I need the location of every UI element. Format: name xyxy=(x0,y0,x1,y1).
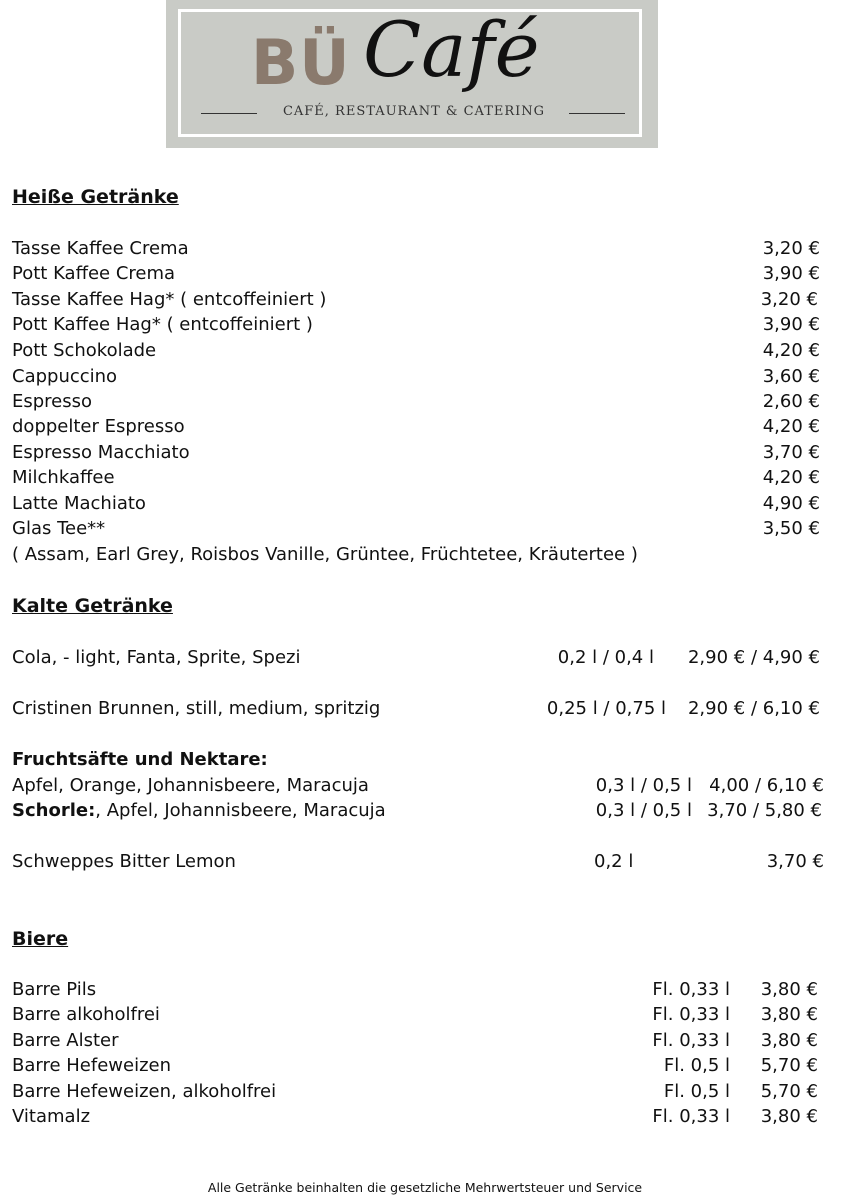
menu-item-name: Barre Pils xyxy=(12,979,97,1000)
menu-item-price: 4,00 / 6,10 € xyxy=(709,775,824,796)
menu-item-price: 4,20 € xyxy=(762,340,820,361)
logo-script: Café xyxy=(363,5,540,94)
schorle-label: Schorle: xyxy=(12,800,96,821)
menu-item-price: 3,80 € xyxy=(760,1030,818,1051)
logo xyxy=(166,0,658,148)
menu-item-price: 3,20 € xyxy=(760,289,818,310)
menu-item-price: 3,90 € xyxy=(762,263,820,284)
menu-item-name: Cola, - light, Fanta, Sprite, Spezi xyxy=(12,647,301,668)
menu-item-price: 3,20 € xyxy=(762,238,820,259)
menu-item-price: 2,90 € / 4,90 € xyxy=(687,647,820,668)
menu-item-name: Tasse Kaffee Crema xyxy=(12,238,189,259)
menu-item-name: Barre Hefeweizen xyxy=(12,1055,172,1076)
menu-item-name: Espresso Macchiato xyxy=(12,442,190,463)
menu-item-price: 3,90 € xyxy=(762,314,820,335)
menu-item-size: Fl. 0,5 l xyxy=(663,1081,730,1102)
menu-item-price: 3,60 € xyxy=(762,366,820,387)
menu-item-price: 4,90 € xyxy=(762,493,820,514)
menu-item-price: 4,20 € xyxy=(762,467,820,488)
menu-item-name: Cristinen Brunnen, still, medium, spritzig xyxy=(12,698,381,719)
menu-item-size: Fl. 0,33 l xyxy=(652,1030,730,1051)
menu-item-price: 3,50 € xyxy=(762,518,820,539)
menu-item-size: 0,2 l xyxy=(594,851,634,872)
menu-item-size: 0,3 l / 0,5 l xyxy=(595,775,692,796)
menu-item-size: 0,25 l / 0,75 l xyxy=(546,698,666,719)
menu-item-price: 5,70 € xyxy=(760,1055,818,1076)
menu-item-price: 4,20 € xyxy=(762,416,820,437)
menu-item-price: 3,80 € xyxy=(760,979,818,1000)
menu-item-name: Cappuccino xyxy=(12,366,118,387)
menu-item-name: Pott Kaffee Crema xyxy=(12,263,176,284)
menu-item-name: Barre Alster xyxy=(12,1030,119,1051)
menu-item-schorle xyxy=(12,800,386,822)
menu-item-price: 3,80 € xyxy=(760,1106,818,1127)
logo-frame xyxy=(178,5,642,137)
menu-item-name: Glas Tee** xyxy=(12,518,106,539)
menu-item-price: 3,70 / 5,80 € xyxy=(707,800,822,821)
section-heading-hot: Heiße Getränke xyxy=(12,186,179,208)
menu-item-price: 3,80 € xyxy=(760,1004,818,1025)
menu-item-price: 3,70 € xyxy=(766,851,824,872)
menu-item-size: Fl. 0,33 l xyxy=(652,1106,730,1127)
section-heading-beer: Biere xyxy=(12,928,69,950)
menu-item-name: Vitamalz xyxy=(12,1106,91,1127)
menu-item-size: Fl. 0,33 l xyxy=(652,1004,730,1025)
menu-item-name: Tasse Kaffee Hag* ( entcoffeiniert ) xyxy=(12,289,327,310)
menu-item-price: 2,60 € xyxy=(762,391,820,412)
menu-item-price: 5,70 € xyxy=(760,1081,818,1102)
menu-item-name: Barre Hefeweizen, alkoholfrei xyxy=(12,1081,277,1102)
menu-item-size: 0,3 l / 0,5 l xyxy=(595,800,692,821)
menu-item-name: Espresso xyxy=(12,391,93,412)
menu-item-name: doppelter Espresso xyxy=(12,416,185,437)
logo-brand: BÜ xyxy=(251,26,351,99)
menu-item-size: 0,2 l / 0,4 l xyxy=(557,647,654,668)
menu-item-name: Pott Schokolade xyxy=(12,340,157,361)
tea-varieties-note: ( Assam, Earl Grey, Roisbos Vanille, Grüntee, Früchtetee, Kräutertee ) xyxy=(12,544,638,565)
section-heading-cold: Kalte Getränke xyxy=(12,595,173,617)
menu-item-price: 2,90 € / 6,10 € xyxy=(687,698,820,719)
menu-item-price: 3,70 € xyxy=(762,442,820,463)
menu-item-name: , Apfel, Johannisbeere, Maracuja xyxy=(95,800,386,821)
footer-note: Alle Getränke beinhalten die gesetzliche Mehrwertsteuer und Service xyxy=(207,1180,643,1195)
logo-subtitle: CAFÉ, RESTAURANT & CATERING xyxy=(282,104,546,119)
subheading-juices: Fruchtsäfte und Nektare: xyxy=(12,749,268,770)
menu-item-size: Fl. 0,5 l xyxy=(663,1055,730,1076)
menu-item-name: Barre alkoholfrei xyxy=(12,1004,160,1025)
menu-item-name: Pott Kaffee Hag* ( entcoffeiniert ) xyxy=(12,314,313,335)
menu-item-size: Fl. 0,33 l xyxy=(652,979,730,1000)
menu-item-name: Milchkaffee xyxy=(12,467,115,488)
menu-item-name: Apfel, Orange, Johannisbeere, Maracuja xyxy=(12,775,369,796)
menu-item-name: Schweppes Bitter Lemon xyxy=(12,851,236,872)
menu-item-name: Latte Machiato xyxy=(12,493,146,514)
